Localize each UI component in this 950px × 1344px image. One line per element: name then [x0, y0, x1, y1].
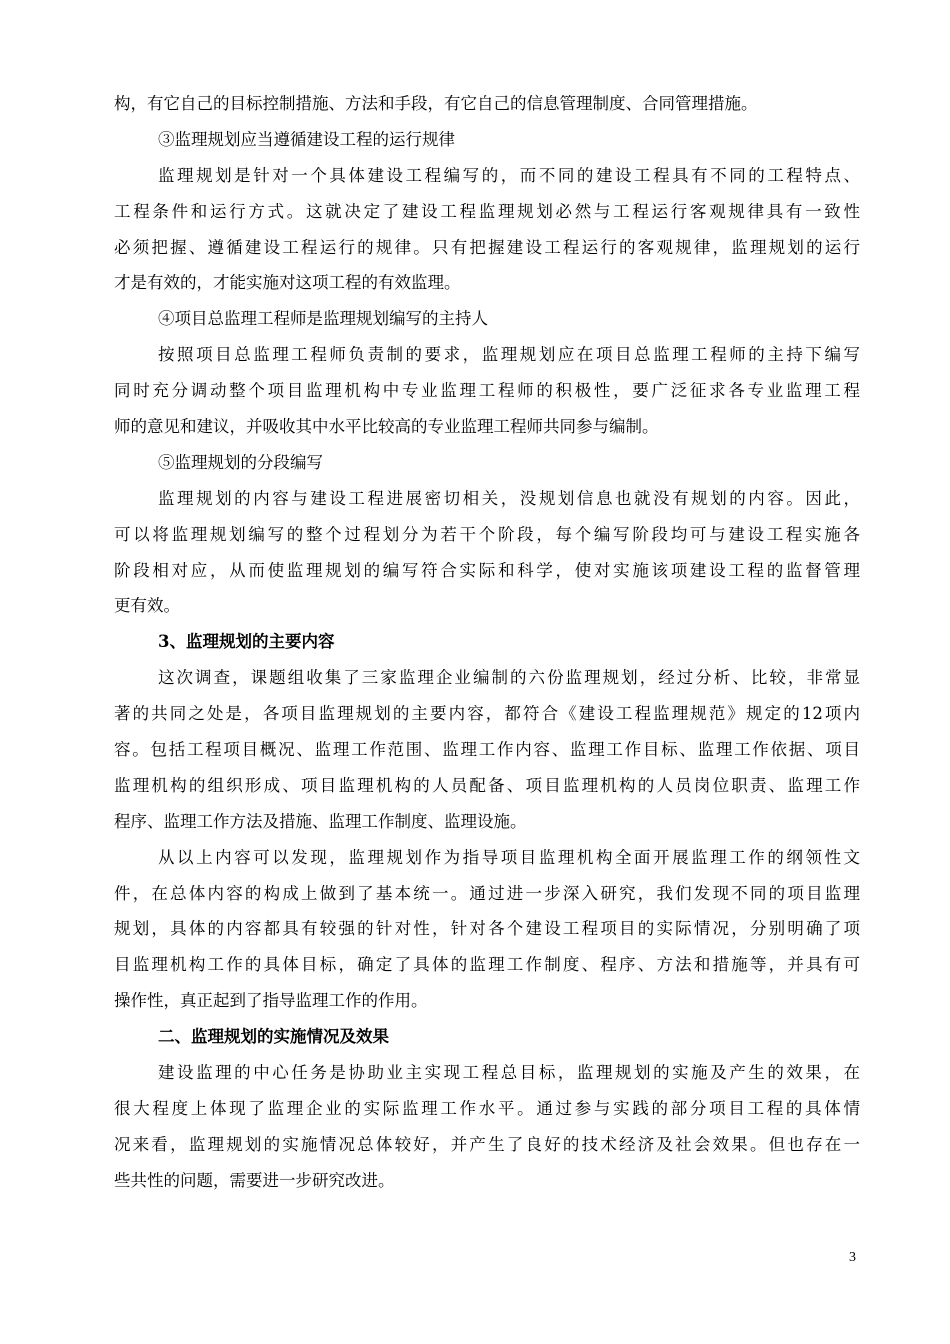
- text-line: 才是有效的，才能实施对这项工程的有效监理。: [114, 273, 461, 293]
- text-line: 必须把握、遵循建设工程运行的规律。只有把握建设工程运行的客观规律，监理规划的运行: [114, 237, 860, 257]
- text-line: ③监理规划应当遵循建设工程的运行规律: [158, 129, 455, 149]
- section-heading: 3、监理规划的主要内容: [158, 632, 335, 652]
- text-line: 从以上内容可以发现，监理规划作为指导项目监理机构全面开展监理工作的纲领性文: [158, 847, 860, 867]
- text-line: 监理规划是针对一个具体建设工程编写的，而不同的建设工程具有不同的工程特点、: [158, 165, 860, 185]
- text-line: 师的意见和建议，并吸收其中水平比较高的专业监理工程师共同参与编制。: [114, 417, 659, 437]
- text-line: 监理规划的内容与建设工程进展密切相关，没规划信息也就没有规划的内容。因此，: [158, 488, 860, 508]
- text-line: 操作性，真正起到了指导监理工作的作用。: [114, 991, 428, 1011]
- text-line: 容。包括工程项目概况、监理工作范围、监理工作内容、监理工作目标、监理工作依据、项目: [114, 740, 860, 760]
- text-line: 况来看，监理规划的实施情况总体较好，并产生了良好的技术经济及社会效果。但也存在一: [114, 1134, 860, 1154]
- text-line: 程序、监理工作方法及措施、监理工作制度、监理设施。: [114, 811, 527, 831]
- text-line: ④项目总监理工程师是监理规划编写的主持人: [158, 309, 488, 329]
- page-number: 3: [849, 1250, 856, 1265]
- text-line: 按照项目总监理工程师负责制的要求，监理规划应在项目总监理工程师的主持下编写: [158, 345, 860, 365]
- text-line: 构，有它自己的目标控制措施、方法和手段，有它自己的信息管理制度、合同管理措施。: [114, 94, 758, 113]
- text-line: 工程条件和运行方式。这就决定了建设工程监理规划必然与工程运行客观规律具有一致性: [114, 201, 860, 221]
- text-line: ⑤监理规划的分段编写: [158, 452, 323, 472]
- text-line: 著的共同之处是，各项目监理规划的主要内容，都符合《建设工程监理规范》规定的12项内: [114, 704, 860, 724]
- document-body: [114, 86, 860, 1199]
- text-line: 更有效。: [114, 596, 180, 616]
- text-line: 件，在总体内容的构成上做到了基本统一。通过进一步深入研究，我们发现不同的项目监理: [114, 883, 860, 903]
- text-line: 同时充分调动整个项目监理机构中专业监理工程师的积极性，要广泛征求各专业监理工程: [114, 381, 860, 401]
- text-line: 监理机构的组织形成、项目监理机构的人员配备、项目监理机构的人员岗位职责、监理工作: [114, 775, 860, 795]
- text-line: 建设监理的中心任务是协助业主实现工程总目标，监理规划的实施及产生的效果，在: [158, 1063, 860, 1083]
- text-line: 这次调查，课题组收集了三家监理企业编制的六份监理规划，经过分析、比较，非常显: [158, 668, 860, 688]
- text-line: 些共性的问题，需要进一步研究改进。: [114, 1170, 395, 1190]
- text-line: 目监理机构工作的具体目标，确定了具体的监理工作制度、程序、方法和措施等，并具有可: [114, 955, 860, 975]
- section-heading: 二、监理规划的实施情况及效果: [158, 1027, 389, 1047]
- text-line: 很大程度上体现了监理企业的实际监理工作水平。通过参与实践的部分项目工程的具体情: [114, 1098, 860, 1118]
- text-line: 阶段相对应，从而使监理规划的编写符合实际和科学，使对实施该项建设工程的监督管理: [114, 560, 860, 580]
- text-line: 规划，具体的内容都具有较强的针对性，针对各个建设工程项目的实际情况，分别明确了项: [114, 919, 860, 939]
- text-line: 可以将监理规划编写的整个过程划分为若干个阶段，每个编写阶段均可与建设工程实施各: [114, 524, 860, 544]
